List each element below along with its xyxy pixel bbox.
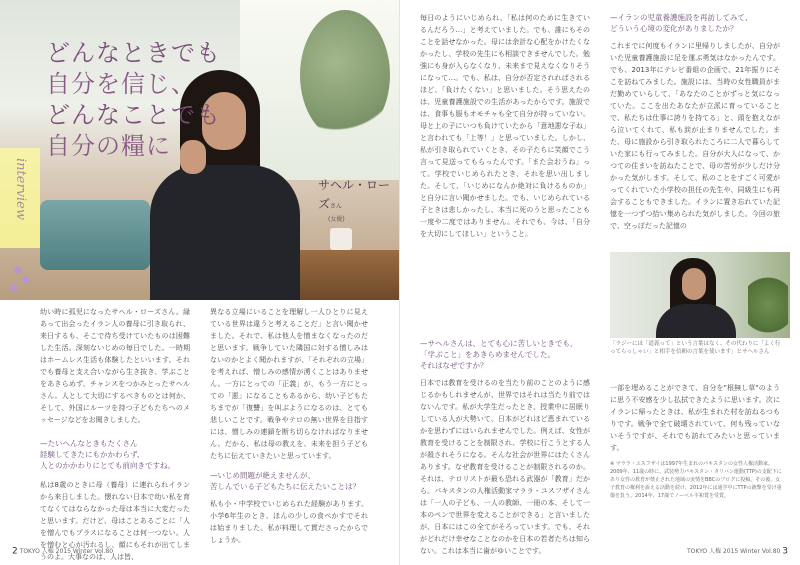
- left-folio-text: TOKYO 人権 2015 Winter Vol.80: [19, 548, 114, 555]
- answer-2-text: 私も小・中学校でいじめられた経験があります。小学6年生のとき、ほんの少しの食べかすでそれは始まりました。私が料理して貫ださったからでしょうか。: [210, 500, 368, 544]
- right-column-2-text: これまでに何度もイランに里帰りしましたが、自分がいた児童養護施設に足を運ぶ勇気はなかったんです。でも、2013年にテレビ番組の企画で、21年振りにそこを訪ねてみました。施設には、当時の女性職員がまだ勤めていらして、「あなたのことがずっと気になっていた。ここを出たあなたが立派に育っていることで、私たちは仕事に誇りを持てる」と、頭を抱えながら泣いてくれて、私も涙が止まりませんでした。また、母に施設から引き取られたころに二人で暮らしていた家にも行ってみました。自分が大人になって、かつての住まいを訪ねたことで、母の苦労が少しだけ分かった気がします。そして、私のことをすごく可愛がってくれていた小学校の担任の先生や、同級生にも再会することもできました。イランに置き忘れていた記憶を一つずつ拾い集められた気がしました。今回の旅で、空っぽだった記憶の: [610, 42, 780, 230]
- question-1: [40, 438, 190, 471]
- question-1-line-3: 人とのかかわりにとても前向きですね。: [40, 461, 175, 470]
- left-column-2-text: 異なる立場にいることを理解し一人ひとりに見えている世界は違うと考えることだ」と言い聞かせました。それで、私は他人を憎まなくなったのだと思います。戦争していた隣国に対する憎しみはないのかとよく聞かれますが、「それぞれの立場」を考えれば、憎しみの感情が湧くことはありません。一方にとっての「正義」が、もう一方にとっての「悪」になることもあるから、幼い子どもたちまでが「復讐」を叫ぶようになるのは、とても悲しいことです。戦争やテロの無い世界を目指すには、憎しみの連鎖を断ち切らなければなりません。だから、私は母の教えを、未来を担う子どもたちに伝えていきたいと思っています。: [210, 308, 368, 460]
- left-page-number: 2: [12, 546, 18, 557]
- interview-side-label: [0, 148, 40, 448]
- right-second-column: [610, 12, 780, 232]
- right-column-2b-text: 一部を埋めることができて、自分を"根無し草"のように思う不安感を少し払拭できたように思います。次にイランに帰ったときは、私が生まれた村を訪ねるつもりです。戦争で全て破壊されていて、何も残っていないそうですが、それでも訪れてみたいと思っています。: [610, 384, 780, 452]
- interviewee-honorific: さん: [330, 203, 343, 210]
- question-4-line-2: どういう心境の変化がありましたか？: [610, 24, 738, 33]
- footnote: ※ マララ・ユスフザイは1997年生まれのパキスタンの女性人権活動家。2009年、11歳の時に、武装勢力パキスタン・タリバン運動(TTP)の支配下にあり女性の教育が禁止された地域の実情をBBCのブログに投稿。その後、女子教育の権利を訴える活動を続け、2012年には通学中にTTPの銃撃を受け重傷を負う。2014年、17歳でノーベル平和賞を受賞。: [610, 461, 782, 499]
- interviewee-name: サヘル・ローズ: [318, 178, 391, 211]
- right-column-1-text: 毎日のようにいじめられ、「私は何のために生きているんだろう…」と考えていました。でも、誰にもそのことを話せなかった。母には余計な心配をかけたくなかったし、学校の先生にも相談できませんでした。勉強にも身が入らなくなり、未来まで見えなくなりそうになって…。でも、私は、自分が否定されればされるほど、「負けたくない」と思いました。そう思えたのは、児童養護施設での生活があったからです。施設では、食事も服もオモチャも全て自分が持っていない。母と上の子にいつも負けていたから「意地悪な子ね」と言われても「上等！」と思っていました。しかし、私が引き取られていくとき、その子たちに笑顔でこう言って見送ってもらったんです。「また会おうね」って。学校でいじめられたとき、それを思い出しました。そして、「いじめになんか絶対に負けるものか」と自分に言い聞かせました。でも、いじめられている子ときは悲しかったし、本当に死のうと思ったことも一度や二度ではありません。それでも、今は、「自分を大切にしてほしい」ということ。: [420, 14, 590, 238]
- intro-column: [40, 306, 190, 563]
- question-3: [420, 338, 590, 371]
- flower-decoration: [10, 284, 18, 292]
- answer-3-text: 日本では教育を受けるのを当たり前のことのように感じるかもしれませんが、世界ではそれは当たり前ではないんです。私が大学生だったとき、授業中に居眠りしている人が大勢いて、日本がどれほど恵まれているかを思わずにはいられませんでした。例えば、女性が教育を受けることを制限され、学校に行こうとする人が殺されそうになる。そんな社会が世界にはたくさんあります。なぜ教育を受けることが制限されるのか。それは、テロリストが最も恐れる武器が「教育」だから。パキスタンの人権活動家マララ・ユスフザイさんは「一人の子ども、一人の教師、一冊の本、そして一本のペンで世界を変えることができる」と言いましたが、日本にはこの全てがそろっています。でも、それがどれだけ幸せなことなのかを日本の若者たちは知らない。これは本当に歯がゆいことです。: [420, 379, 590, 555]
- photo-caption: 「ラジーにほ「道義って」という言葉はなく、その代わりに「よく行ってらっしゃい」と相手を信頼の言葉を使います」とサヘルさん: [610, 341, 781, 355]
- interview-word: interview: [13, 158, 28, 220]
- flower-decoration: [14, 266, 22, 274]
- question-2-line-2: 苦しんでいる子どもたちに伝えたいことは？: [210, 482, 360, 491]
- question-2: [210, 470, 368, 492]
- question-4: [610, 12, 780, 34]
- secondary-portrait-photo: [610, 252, 790, 338]
- question-2-line-1: —いじめ問題が絶えませんが、: [210, 471, 315, 480]
- photo2-face: [682, 268, 706, 300]
- answer-1-text: 私は8歳のときに母（養母）に連れられイランから来日しました。懐れない日本で幼い私を育てなくてはならなかった母は本当に大変だったと思います。だけど、母はことあるごとに「人を憎んでもプラスになることは何一つない。人を憎むと心が汚れるし、顔にもそれが出てしまうのよ。大事なのは、人は皆、: [40, 481, 190, 561]
- interviewee-role: (女優): [328, 216, 345, 223]
- question-3-line-3: それはなぜですか？: [420, 361, 488, 370]
- headline-line-1: どんなときでも: [46, 39, 221, 67]
- right-folio: [687, 546, 788, 557]
- right-page-number: 3: [782, 546, 788, 557]
- intro-text: 幼い時に孤児になったサヘル・ローズさん。縁あって出会ったイラン人の養母に引き取られ、来日するも、そこで待ち受けていたものは困難した生活。深刻ないじめの毎日でした。一時期はホームレス生活も体験したといいます。それでも養母と支え合いながら生き抜き、学ぶことをあきらめず、チャンスをつかみとったサヘルさん。人として大切にするべきものとは何か、そして、外国にルーツを持つ子どもたちへのメッセージなどをお聞きしました。: [40, 308, 190, 424]
- flower-decoration: [22, 276, 30, 284]
- left-folio: [12, 546, 113, 557]
- photo-sofa: [40, 200, 150, 270]
- question-4-line-1: —イランの児童養護施設を再訪してみて、: [610, 13, 753, 22]
- headline: [46, 38, 221, 162]
- right-second-column-lower: [610, 382, 780, 454]
- question-1-line-1: —たいへんなときもたくさん: [40, 439, 138, 448]
- photo-cup: [330, 228, 352, 250]
- photo2-plant: [748, 272, 788, 338]
- right-first-column-lower: [420, 338, 590, 557]
- question-3-line-2: 「学ぶこと」をあきらめませんでした。: [420, 350, 555, 359]
- headline-line-2: 自分を信じ、: [46, 70, 196, 98]
- question-3-line-1: —サヘルさんは、とても心に苦しいときでも、: [420, 339, 578, 348]
- headline-line-3: どんなことでも: [46, 101, 221, 129]
- photo-tree: [300, 10, 390, 140]
- interviewee-name-block: [318, 174, 400, 223]
- right-first-column: [420, 12, 590, 240]
- right-folio-text: TOKYO 人権 2015 Winter Vol.80: [686, 548, 781, 555]
- headline-line-4: 自分の糧に: [46, 132, 171, 160]
- photo2-body: [656, 304, 736, 338]
- question-1-line-2: 経験してきたにもかかわらず、: [40, 450, 145, 459]
- left-second-column: [210, 306, 368, 546]
- person-body: [150, 165, 300, 300]
